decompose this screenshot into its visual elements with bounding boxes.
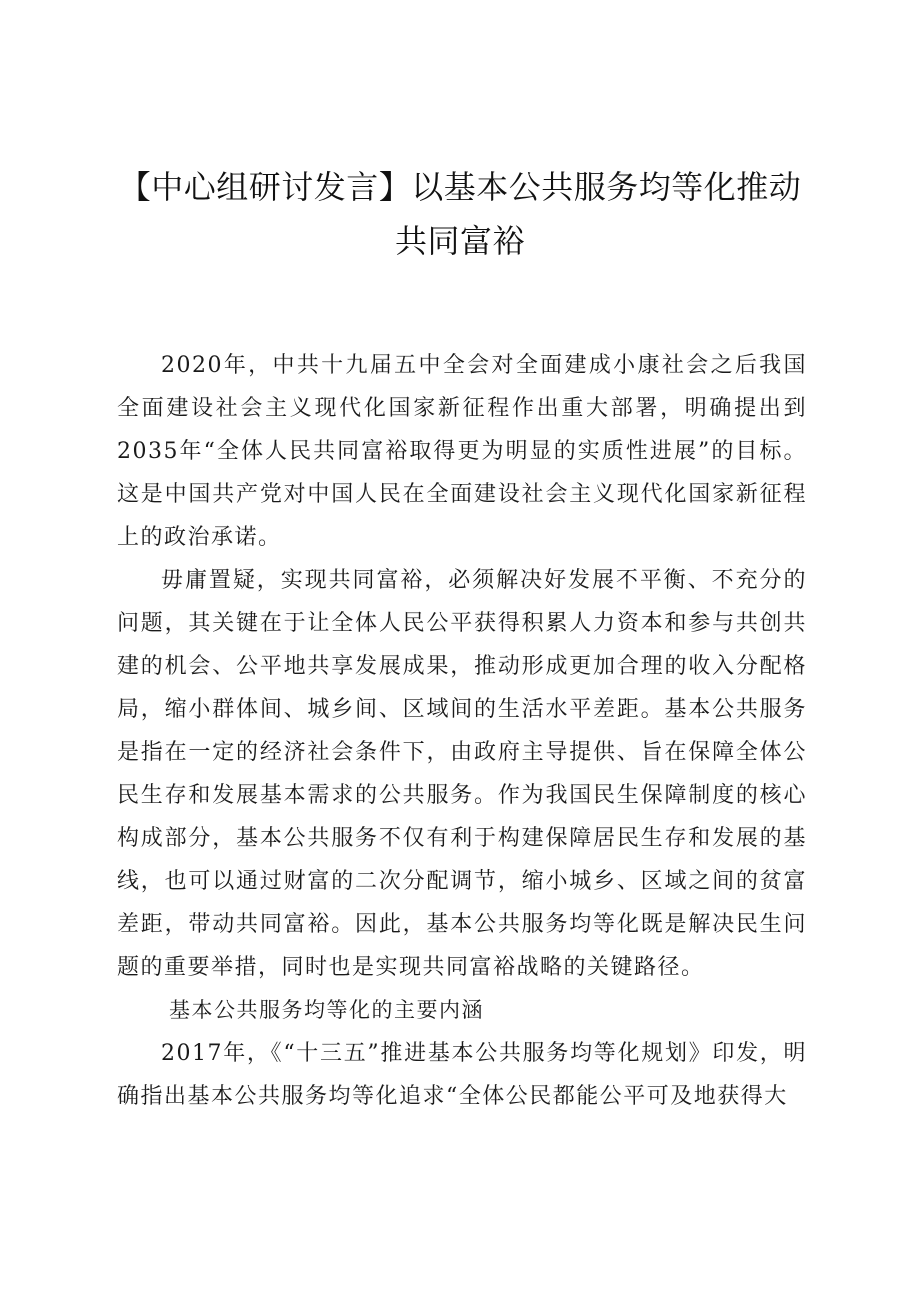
paragraph-continued: 2017年，《“十三五”推进基本公共服务均等化规划》印发，明确指出基本公共服务均等化追求“全体公民都能公平可及地获得大 xyxy=(117,1041,807,1109)
paragraph-analysis: 毋庸置疑，实现共同富裕，必须解决好发展不平衡、不充分的问题，其关键在于让全体人民公平获得积累人力资本和参与共创共建的机会、公平地共享发展成果，推动形成更加合理的收入分配格局，缩小群体间、城乡间、区域间的生活水平差距。基本公共服务是指在一定的经济社会条件下，由政府主导提供、旨在保障全体公民生存和发展基本需求的公共服务。作为我国民生保障制度的核心构成部分，基本公共服务不仅有利于构建保障居民生存和发展的基线，也可以通过财富的二次分配调节，缩小城乡、区域之间的贫富差距，带动共同富裕。因此，基本公共服务均等化既是解决民生问题的重要举措，同时也是实现共同富裕战略的关键路径。 xyxy=(117,568,807,980)
page-title: 【中心组研讨发言】以基本公共服务均等化推动共同富裕 xyxy=(118,168,802,260)
section-heading: 基本公共服务均等化的主要内涵 xyxy=(169,998,484,1022)
paragraph-intro: 2020年，中共十九届五中全会对全面建成小康社会之后我国全面建设社会主义现代化国家新征程作出重大部署，明确提出到2035年“全体人民共同富裕取得更为明显的实质性进展”的目标。这是中国共产党对中国人民在全面建设社会主义现代化国家新征程上的政治承诺。 xyxy=(117,353,807,550)
document-body xyxy=(117,344,807,1118)
